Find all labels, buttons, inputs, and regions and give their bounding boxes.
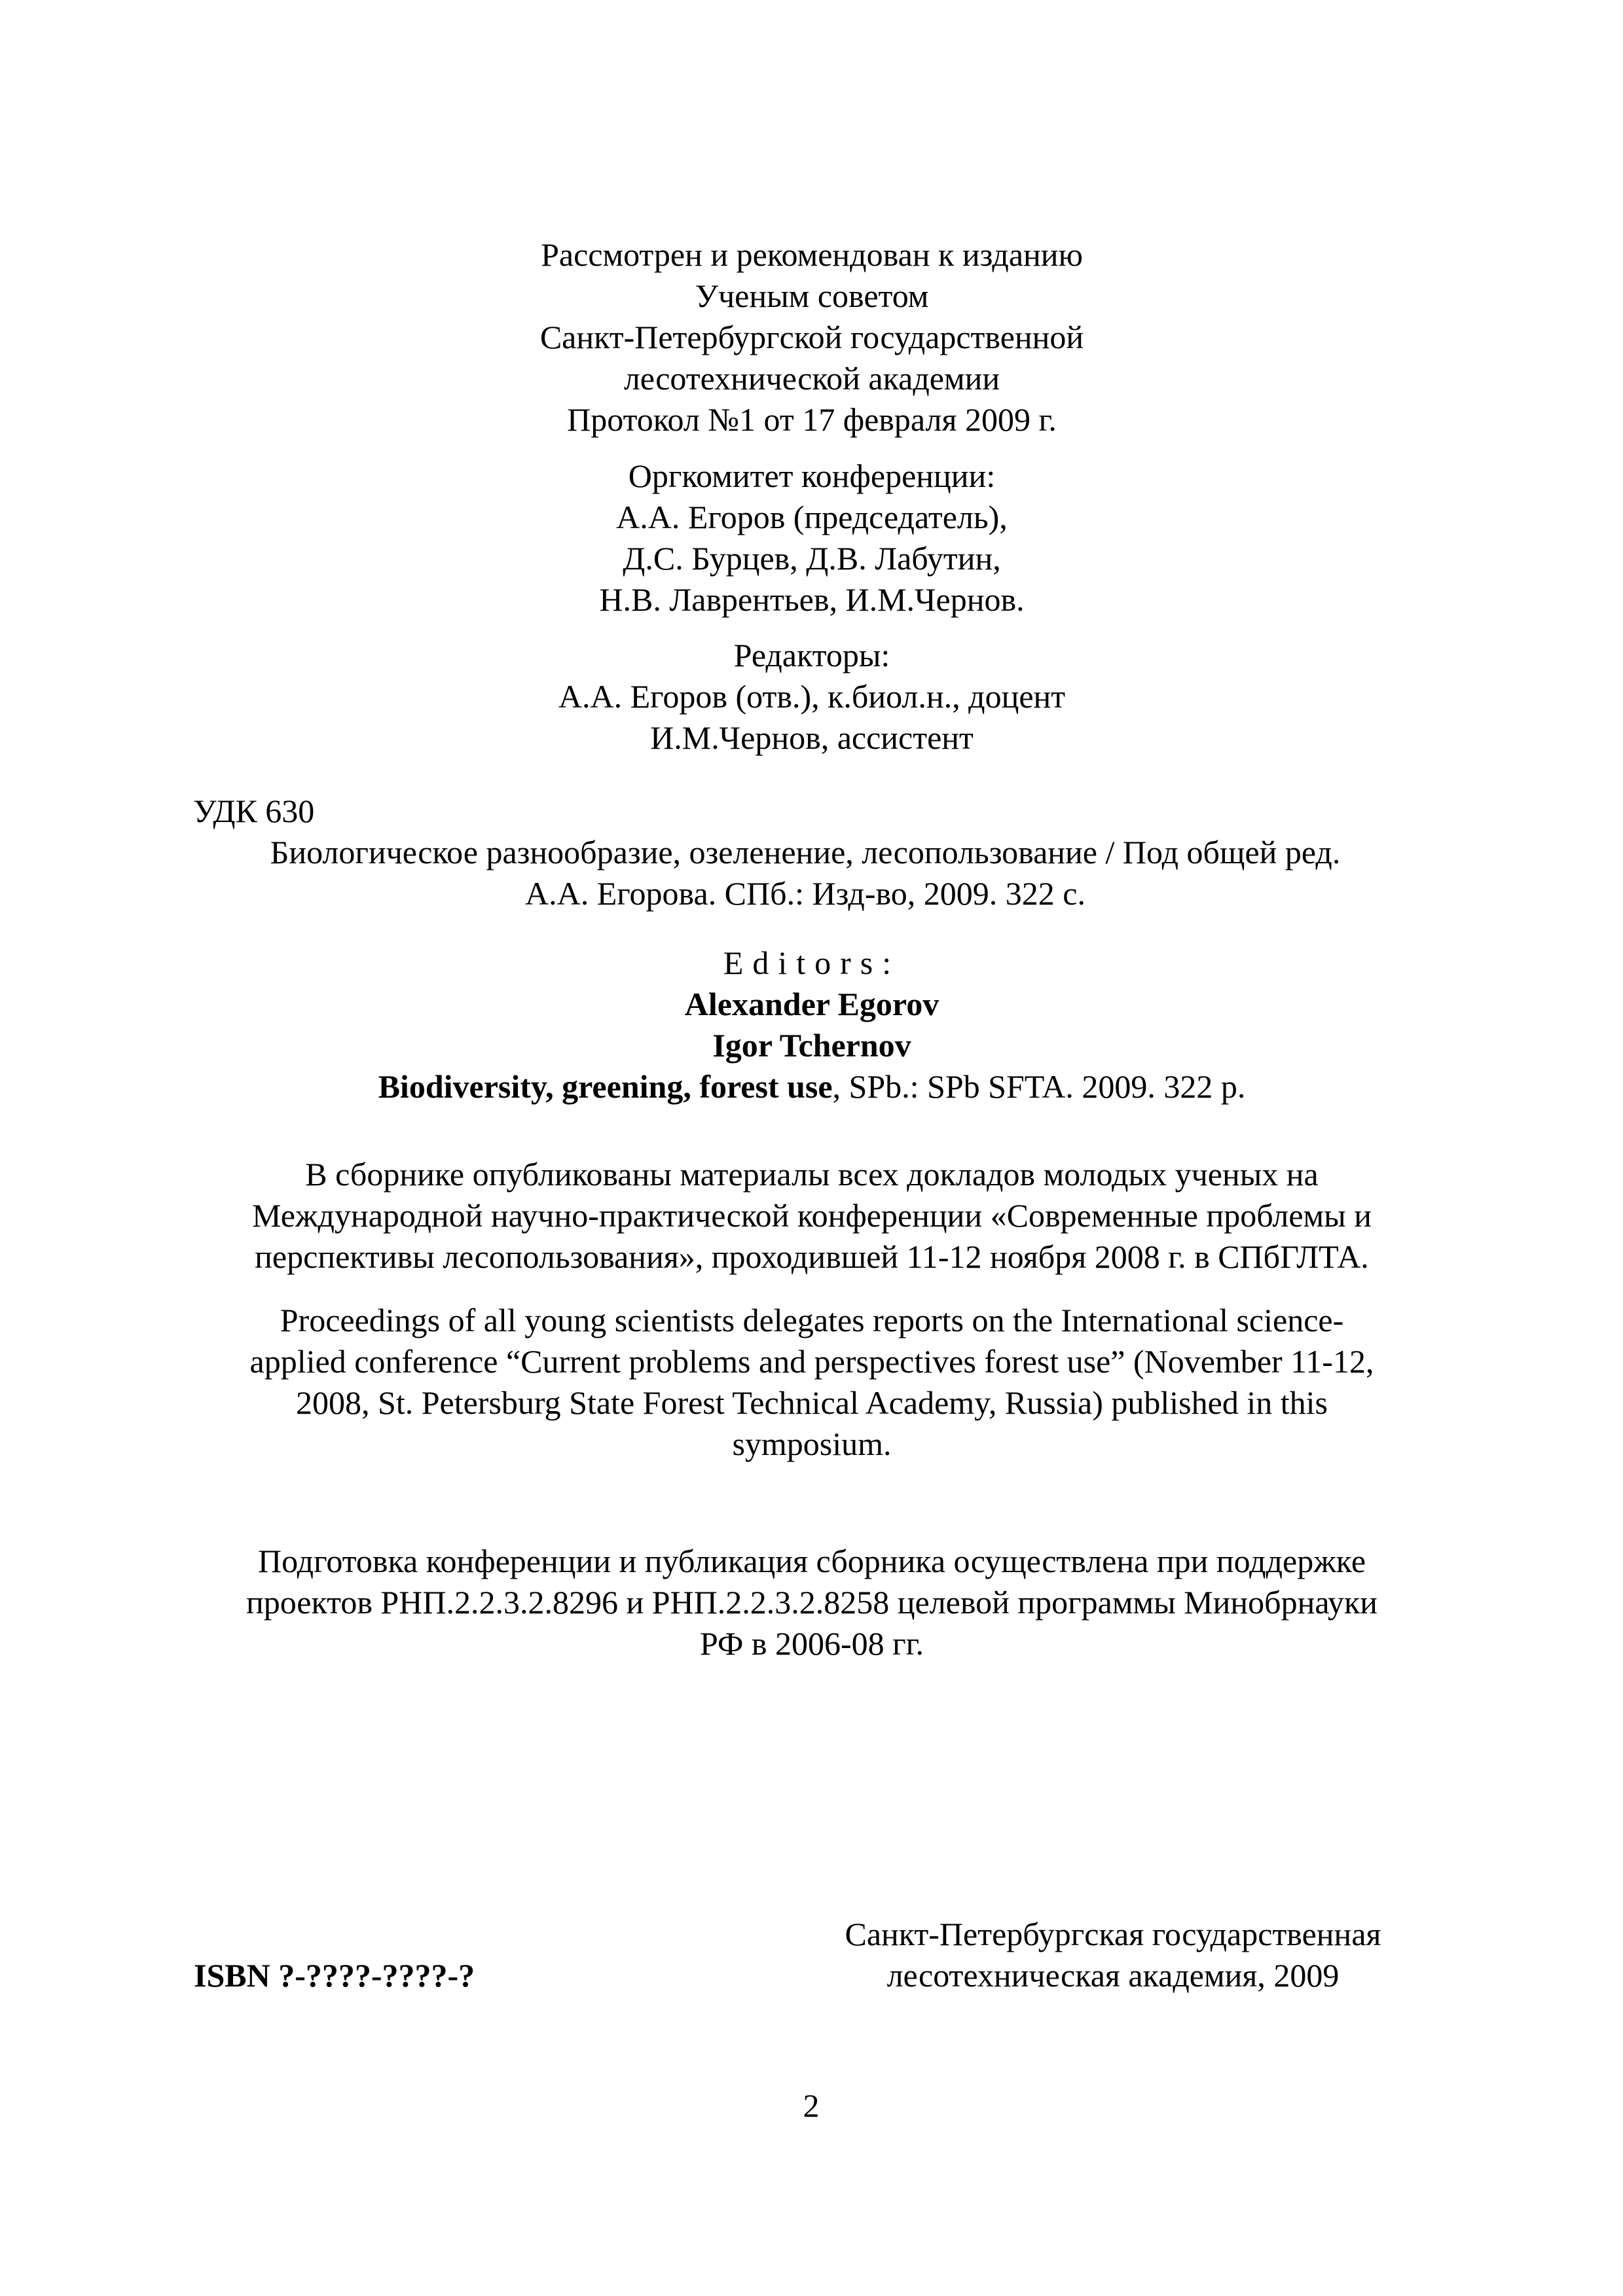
udk-reference-line: А.А. Егорова. СПб.: Изд-во, 2009. 322 с. [525, 875, 1085, 912]
editors-en-heading: Editors: [723, 944, 901, 981]
editors-ru-block [193, 635, 1431, 759]
editors-en-block [193, 942, 1431, 1107]
approval-block [193, 234, 1431, 440]
abstract-ru-line: перспективы лесопользования», проходившей 11-12 ноября 2008 г. в СПбГЛТА. [255, 1238, 1369, 1275]
orgcommittee-block [193, 456, 1431, 620]
orgcommittee-line: Н.В. Лаврентьев, И.М.Чернов. [599, 581, 1025, 618]
publisher-imprint [786, 1914, 1440, 1996]
support-line: проектов РНП.2.2.3.2.8296 и РНП.2.2.3.2.8258 целевой программы Минобрнауки [246, 1584, 1378, 1621]
abstract-en-line: Proceedings of all young scientists delegates reports on the International science- [280, 1302, 1344, 1338]
support-line: РФ в 2006-08 гг. [699, 1625, 924, 1662]
approval-line: Протокол №1 от 17 февраля 2009 г. [567, 401, 1057, 438]
isbn: ISBN ?-????-????-? [194, 1957, 475, 1994]
orgcommittee-line: А.А. Егоров (председатель), [616, 499, 1008, 535]
publisher-line: Санкт-Петербургская государственная [845, 1916, 1381, 1952]
support-line: Подготовка конференции и публикация сборника осуществлена при поддержке [257, 1543, 1366, 1579]
orgcommittee-line: Д.С. Бурцев, Д.В. Лабутин, [623, 540, 1001, 577]
udk-reference-line: Биологическое разнообразие, озеленение, лесопользование / Под общей ред. [270, 834, 1341, 870]
editors-ru-line: И.М.Чернов, ассистент [650, 719, 974, 756]
abstract-en-line: symposium. [732, 1426, 892, 1462]
orgcommittee-heading: Оргкомитет конференции: [628, 457, 996, 494]
abstract-ru-block [193, 1154, 1431, 1278]
page-number: 2 [803, 2087, 820, 2124]
publisher-line: лесотехническая академия, 2009 [886, 1957, 1340, 1994]
udk-reference [216, 832, 1395, 914]
support-block [193, 1541, 1431, 1664]
editors-ru-line: А.А. Егоров (отв.), к.биол.н., доцент [558, 678, 1066, 715]
abstract-ru-line: Международной научно-практической конференции «Современные проблемы и [251, 1197, 1372, 1234]
abstract-ru-line: В сборнике опубликованы материалы всех докладов молодых ученых на [305, 1156, 1319, 1193]
approval-line: лесотехнической академии [623, 360, 1000, 397]
citation-title: Biodiversity, greening, forest use [378, 1068, 833, 1105]
approval-line: Санкт-Петербургской государственной [539, 319, 1084, 355]
abstract-en-line: applied conference “Current problems and perspectives forest use” (November 11-12, [249, 1343, 1374, 1380]
editors-ru-heading: Редакторы: [733, 637, 890, 673]
editor-name: Igor Tchernov [712, 1027, 911, 1064]
approval-line: Ученым советом [695, 278, 929, 314]
udk-code: УДК 630 [193, 793, 315, 829]
abstract-en-block [193, 1300, 1431, 1465]
abstract-en-line: 2008, St. Petersburg State Forest Technical Academy, Russia) published in this [296, 1384, 1328, 1421]
editor-name: Alexander Egorov [684, 986, 939, 1022]
english-citation [193, 1066, 1431, 1107]
approval-line: Рассмотрен и рекомендован к изданию [541, 236, 1083, 273]
citation-details: , SPb.: SPb SFTA. 2009. 322 p. [832, 1068, 1246, 1105]
